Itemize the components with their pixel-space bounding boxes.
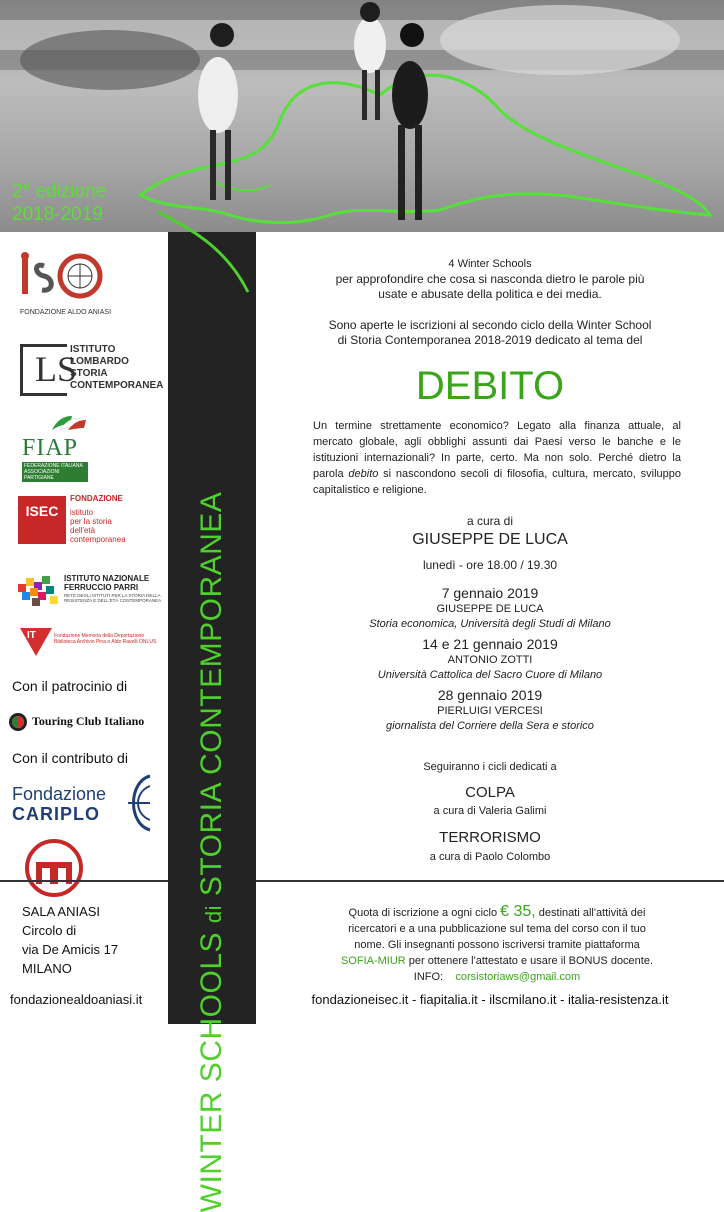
ilsc-logo: LS ISTITUTO LOMBARDO STORIA CONTEMPORANEA: [20, 340, 165, 396]
affiliation-1: Storia economica, Università degli Studi di Milano: [369, 618, 611, 630]
intro-line-2: usate e abusate della politica e dei media.: [378, 287, 602, 301]
speaker-1: GIUSEPPE DE LUCA: [436, 603, 544, 615]
speaker-3: PIERLUIGI VERCESI: [437, 705, 543, 717]
curator-name: GIUSEPPE DE LUCA: [412, 531, 568, 548]
date-3: 28 gennaio 2019: [437, 687, 543, 703]
vertical-banner: [168, 232, 256, 1212]
parri-mosaic-icon: [18, 576, 62, 608]
fiap-flag-icon: [22, 414, 88, 432]
iso-logo-mark: [20, 250, 110, 310]
info-email-link[interactable]: corsistoriaws@gmail.com: [455, 971, 581, 983]
theme-title: DEBITO: [415, 364, 565, 408]
photo-illustration: [0, 0, 724, 232]
deportazione-triangle-icon: [20, 628, 52, 656]
following-cycles: Seguiranno i cicli dedicati a: [423, 761, 557, 773]
edition-label: 2° edizione 2018-2019: [12, 181, 107, 225]
intro-title: 4 Winter Schools: [448, 258, 532, 270]
aniasi-circle-logo: [24, 838, 84, 898]
fee-info: Quota di iscrizione a ogni ciclo € 35, destinati all'attività dei ricercatori e a una pubblicazione sul tema del corso con il tuo nome. Gli insegnanti possono iscriversi tramite piattaforma SOFIA-MIUR per ottenere l'attestato e usare il BONUS docente. INFO: corsistoriaws@gmail.com: [340, 903, 654, 983]
ilsc-logo-mark: LS: [20, 344, 67, 396]
cariplo-mark-icon: [124, 772, 154, 834]
venue-address: SALA ANIASI Circolo di via De Amicis 17 MILANO: [22, 904, 119, 976]
divider-left: [0, 880, 168, 882]
cycle-colpa: COLPA: [465, 784, 515, 801]
affiliation-3: giornalista del Corriere della Sera e storico: [386, 720, 594, 732]
patrocinio-label: Con il patrocinio di: [12, 678, 128, 694]
touring-logo: Touring Club Italiano: [8, 710, 168, 734]
cycle-colpa-curator: a cura di Valeria Galimi: [433, 805, 547, 817]
theme-description: Un termine strettamente economico? Legato alla finanza attuale, al mercato globale, agli obblighi assunti dai Paesi verso le banche e le istituzioni internazionali? In parte, certo. Ma non solo. Perché dietro la parola debito si nascondono secoli di filosofia, cultura, mercato, sviluppo capitalistico e religione.: [313, 420, 681, 496]
date-2: 14 e 21 gennaio 2019: [422, 636, 558, 652]
open-line-2: di Storia Contemporanea 2018-2019 dedicato al tema del: [337, 333, 643, 347]
isec-logo-mark: ISEC: [18, 496, 66, 544]
banner-title: WINTER SCHOOLS di STORIA CONTEMPORANEA: [195, 491, 228, 1212]
isec-logo: ISEC FONDAZIONE istituto per la storia dell'età contemporanea: [18, 494, 158, 550]
deportazione-logo: IT Fondazione Memoria della Deportazione Biblioteca Archivio Pina e Aldo Ravelli ONLUS: [20, 628, 165, 660]
curator-label: a cura di: [466, 514, 514, 528]
divider-right: [256, 880, 724, 882]
touring-roundel-icon: [8, 712, 28, 732]
contributo-label: Con il contributo di: [12, 750, 128, 766]
website-left[interactable]: fondazionealdoaniasi.it: [10, 992, 143, 1007]
speaker-2: ANTONIO ZOTTI: [447, 654, 533, 666]
intro-line-1: per approfondire che cosa si nasconda dietro le parole più: [335, 272, 645, 286]
sidebar-logos: [0, 232, 168, 882]
header-photo: [0, 0, 724, 232]
cycle-terrorismo: TERRORISMO: [439, 829, 541, 846]
cycle-terrorismo-curator: a cura di Paolo Colombo: [429, 851, 551, 863]
iso-logo: FONDAZIONE ALDO ANIASI: [20, 250, 111, 316]
parri-logo: ISTITUTO NAZIONALE FERRUCCIO PARRI RETE DEGLI ISTITUTI PER LA STORIA DELLA RESISTENZA E DELL'ETÀ CONTEMPORANEA: [18, 572, 168, 612]
fiap-logo: FIAP FEDERAZIONE ITALIANA ASSOCIAZIONI PARTIGIANE: [22, 414, 92, 482]
websites-right[interactable]: fondazioneisec.it - fiapitalia.it - ilscmilano.it - italia-resistenza.it: [311, 992, 669, 1007]
open-line-1: Sono aperte le iscrizioni al secondo ciclo della Winter School: [328, 318, 652, 332]
cariplo-logo: Fondazione CARIPLO: [12, 780, 162, 840]
affiliation-2: Università Cattolica del Sacro Cuore di Milano: [377, 669, 603, 681]
date-1: 7 gennaio 2019: [441, 585, 539, 601]
schedule: lunedì - ore 18.00 / 19.30: [422, 558, 558, 572]
